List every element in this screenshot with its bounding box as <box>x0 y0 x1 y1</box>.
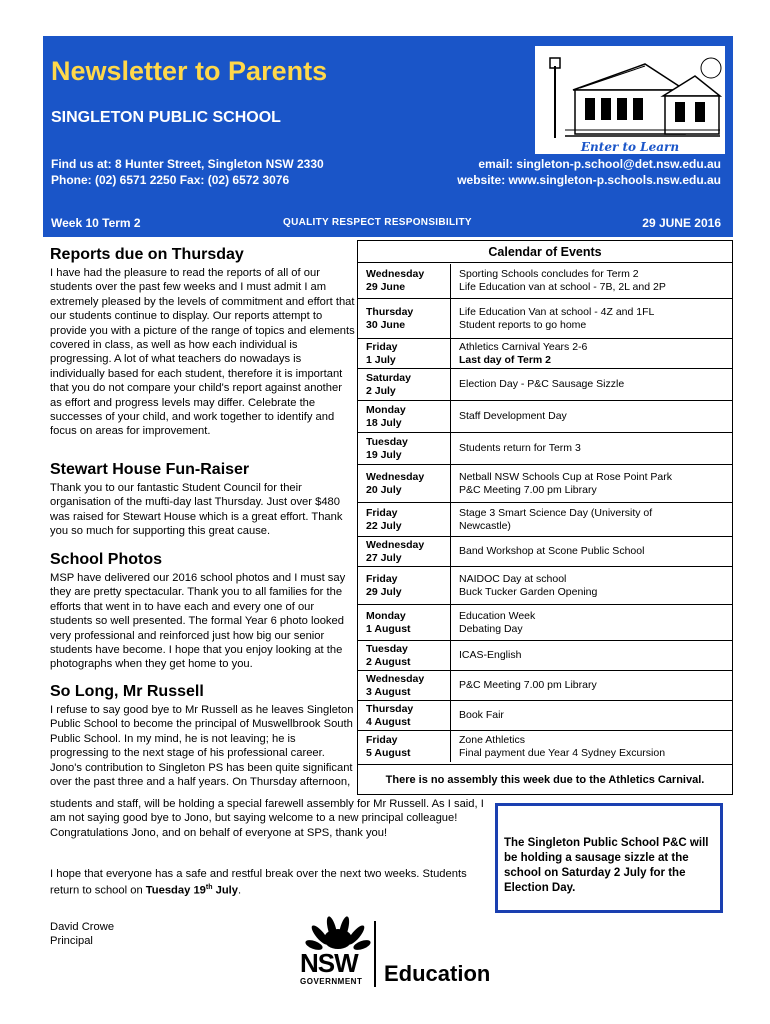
assembly-note: There is no assembly this week due to the Athletics Carnival. <box>358 764 732 794</box>
school-photos-heading: School Photos <box>50 551 162 568</box>
calendar-event: Buck Tucker Garden Opening <box>459 585 598 598</box>
calendar-event: Zone Athletics <box>459 733 525 746</box>
nsw-wordmark: NSW <box>300 948 358 978</box>
calendar-date: 29 July <box>366 585 402 598</box>
pc-sausage-sizzle-notice: The Singleton Public School P&C will be holding a sausage sizzle at the school on Saturday 2 July for the Election Day. <box>495 803 723 913</box>
calendar-date: 19 July <box>366 448 402 461</box>
calendar-day: Wednesday <box>366 538 425 551</box>
school-website: website: www.singleton-p.schools.nsw.edu.au <box>457 173 721 187</box>
closing-text: I hope that everyone has a safe and restful break over the next two weeks. Students return to school on <box>50 868 467 898</box>
mr-russell-heading: So Long, Mr Russell <box>50 683 204 700</box>
calendar-row <box>358 400 732 432</box>
closing-end: . <box>238 885 242 898</box>
calendar-event: Sporting Schools concludes for Term 2 <box>459 268 639 280</box>
calendar-event: Election Day - P&C Sausage Sizzle <box>459 378 625 390</box>
calendar-day: Monday <box>366 403 406 416</box>
calendar-date: 29 June <box>366 281 406 293</box>
calendar-date: 1 August <box>366 622 411 635</box>
school-name: SINGLETON PUBLIC SCHOOL <box>51 109 281 126</box>
mr-russell-body: I refuse to say good bye to Mr Russell as he leaves Singleton Public School to become the principal of Muswellbrook South Public School. In my mind, he is not leaving; he is progressing to the next stage of his professional career. Jono's contribution to Singleton PS has been quite significant over the past three and a half years. On Thursday afternoon, <box>50 704 354 789</box>
school-photos-body: MSP have delivered our 2016 school photos and I must say they are pretty spectacular. Thank you to all families for the efforts that went in to have each and every one of our students so well presented. The formal Year 6 photo looked very professional and reinforced just how big our senior students have become. I hope that you enjoy looking at the photographs when they get home to you. <box>50 572 346 671</box>
mr-russell-continued <box>50 797 495 840</box>
logo-divider <box>374 921 376 987</box>
stewart-house-body: Thank you to our fantastic Student Council for their organisation of the mufti-day last Thursday. Just over $480 was raised for Stewart House which is a great effort. Thank you so much for supporting this great cause. <box>50 482 343 538</box>
calendar-day: Wednesday <box>366 268 425 280</box>
calendar-row <box>358 566 732 604</box>
calendar-title: Calendar of Events <box>358 241 732 263</box>
newsletter-title: Newsletter to Parents <box>51 56 328 86</box>
calendar-event: Stage 3 Smart Science Day (University of <box>459 506 653 519</box>
calendar-row <box>358 264 732 298</box>
school-address: Find us at: 8 Hunter Street, Singleton NSW 2330 <box>51 157 324 171</box>
calendar-of-events <box>357 240 733 795</box>
calendar-date: 22 July <box>366 519 402 532</box>
calendar-day: Friday <box>366 572 398 585</box>
closing-paragraph <box>50 867 495 899</box>
calendar-date: 1 July <box>366 353 396 366</box>
calendar-row <box>358 536 732 566</box>
signoff-name: David Crowe <box>50 921 115 933</box>
calendar-date: 2 July <box>366 384 396 397</box>
calendar-day: Thursday <box>366 305 414 318</box>
calendar-date: 18 July <box>366 416 402 429</box>
calendar-day: Monday <box>366 609 406 622</box>
calendar-row <box>358 368 732 400</box>
calendar-day: Wednesday <box>366 470 425 483</box>
calendar-row <box>358 298 732 338</box>
reports-article <box>50 245 355 439</box>
calendar-day: Tuesday <box>366 435 408 448</box>
calendar-date: 30 June <box>366 318 406 331</box>
calendar-day: Friday <box>366 506 398 519</box>
calendar-day: Tuesday <box>366 642 408 655</box>
school-logo <box>535 46 725 154</box>
school-building-icon <box>535 46 725 154</box>
calendar-day: Wednesday <box>366 672 425 685</box>
calendar-row <box>358 640 732 670</box>
calendar-row <box>358 464 732 502</box>
school-phone: Phone: (02) 6571 2250 Fax: (02) 6572 3076 <box>51 173 290 187</box>
calendar-event: P&C Meeting 7.00 pm Library <box>459 483 597 496</box>
calendar-row <box>358 670 732 700</box>
nsw-education-logo <box>298 913 508 991</box>
calendar-row <box>358 502 732 536</box>
calendar-event: Newcastle) <box>459 519 511 532</box>
calendar-event: Staff Development Day <box>459 410 567 422</box>
calendar-event: Life Education van at school - 7B, 2L and 2P <box>459 281 666 293</box>
calendar-date: 3 August <box>366 685 411 698</box>
reports-heading: Reports due on Thursday <box>50 246 244 263</box>
calendar-event: NAIDOC Day at school <box>459 572 567 585</box>
calendar-event: Education Week <box>459 609 536 622</box>
calendar-event: Student reports to go home <box>459 318 587 331</box>
return-date-suffix: th <box>205 884 213 892</box>
calendar-event: P&C Meeting 7.00 pm Library <box>459 679 597 691</box>
calendar-day: Friday <box>366 340 398 353</box>
reports-body: I have had the pleasure to read the reports of all of our students over the past few weeks and I must admit I am extremely pleased by the levels of commitment and effort that our students continue to display. Our reports attempt to provide you with a picture of the range of topics and elements covered in class, as well as how each individual is progressing. A lot of what teachers do nowadays is individually based for each student, therefore it is important that you do not compare your child's report against another as effort and progress levels may differ. Celebrate the successes of your child, and work together to identify and focus on areas for improvement. <box>50 267 355 438</box>
calendar-date: 5 August <box>366 746 411 759</box>
return-month: July <box>212 885 239 898</box>
calendar-event: Life Education Van at school - 4Z and 1FL <box>459 305 655 318</box>
return-date: Tuesday 19 <box>145 885 206 898</box>
calendar-event: Book Fair <box>459 709 504 721</box>
calendar-date: 4 August <box>366 715 411 728</box>
calendar-date: 20 July <box>366 483 402 496</box>
stewart-house-article <box>50 460 355 539</box>
calendar-day: Thursday <box>366 702 414 715</box>
signoff-title: Principal <box>50 935 93 948</box>
calendar-row <box>358 338 732 368</box>
calendar-day: Friday <box>366 733 398 746</box>
mr-russell-body-continued: students and staff, will be holding a special farewell assembly for Mr Russell. As I said, I am not saying good bye to Jono, but saying welcome to a new principal colleague! Congratulations Jono, and on behalf of everyone at SPS, thank you! <box>50 798 484 839</box>
mr-russell-article <box>50 682 355 789</box>
government-wordmark: GOVERNMENT <box>300 977 363 986</box>
calendar-event: Students return for Term 3 <box>459 442 581 454</box>
calendar-event: Athletics Carnival Years 2-6 <box>459 340 588 353</box>
calendar-date: 27 July <box>366 551 402 564</box>
calendar-event: Last day of Term 2 <box>459 353 551 366</box>
calendar-row <box>358 730 732 762</box>
calendar-event: Debating Day <box>459 622 523 635</box>
calendar-event: ICAS-English <box>459 649 522 661</box>
calendar-row <box>358 604 732 640</box>
calendar-date: 2 August <box>366 655 411 668</box>
calendar-day: Saturday <box>366 371 411 384</box>
calendar-row <box>358 432 732 464</box>
school-email: email: singleton-p.school@det.nsw.edu.au <box>478 157 721 171</box>
education-wordmark: Education <box>384 961 491 986</box>
calendar-event: Netball NSW Schools Cup at Rose Point Park <box>459 470 673 483</box>
stewart-house-heading: Stewart House Fun-Raiser <box>50 461 250 478</box>
issue-date: 29 JUNE 2016 <box>642 216 721 230</box>
week-term: Week 10 Term 2 <box>51 216 141 230</box>
calendar-event: Band Workshop at Scone Public School <box>459 545 645 557</box>
school-motto: QUALITY RESPECT RESPONSIBILITY <box>283 217 472 228</box>
calendar-row <box>358 700 732 730</box>
calendar-event: Final payment due Year 4 Sydney Excursion <box>459 746 666 759</box>
enter-to-learn-motto: Enter to Learn <box>580 140 680 154</box>
school-photos-article <box>50 550 355 672</box>
